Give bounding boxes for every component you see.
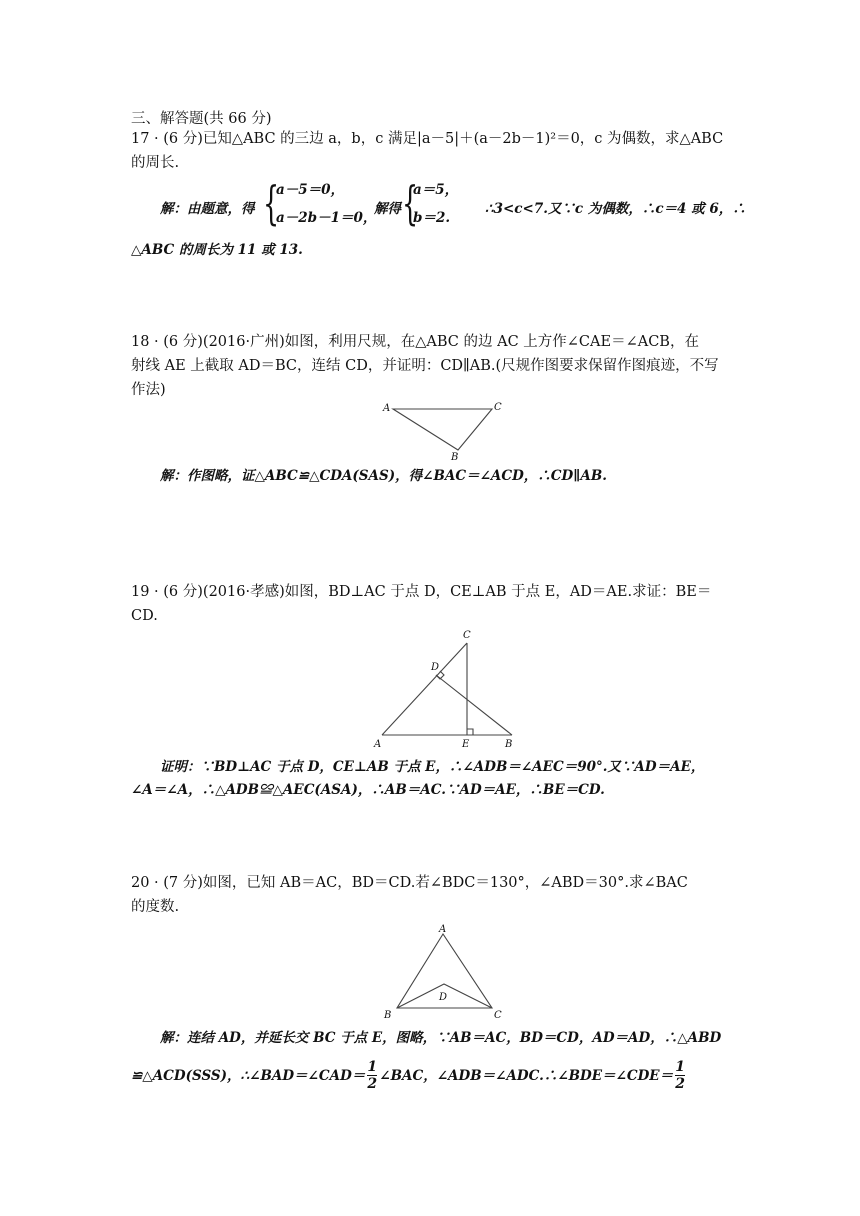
label-b: B (505, 739, 513, 750)
label-c: C (494, 1010, 502, 1020)
system-1-equation-2: a－2b－1＝0， (276, 210, 377, 226)
question-17-solution-rest: ∴3<c<7.又∵c 为偶数，∴c＝4 或 6，∴ (485, 201, 746, 217)
question-20-line-1: 20 · (7 分)如图，已知 AB＝AC，BD＝CD.若∠BDC＝130°，∠ABD＝30°.求∠BAC (131, 875, 688, 891)
system-1-brace: { (263, 176, 280, 230)
question-20-triangle-figure (375, 920, 515, 1020)
system-2-brace: { (402, 176, 419, 230)
label-b: B (384, 1010, 392, 1020)
question-19-line-1: 19 · (6 分)(2016·孝感)如图，BD⊥AC 于点 D，CE⊥AB 于点 E，AD＝AE.求证：BE＝ (131, 584, 712, 600)
label-a: A (383, 403, 391, 414)
question-20-text (131, 871, 731, 919)
question-19-solution-line-1: 证明：∵BD⊥AC 于点 D，CE⊥AB 于点 E，∴∠ADB＝∠AEC＝90°.又∵AD＝AE， (160, 759, 705, 775)
section-heading: 三、解答题(共 66 分) (131, 111, 272, 127)
question-18-line-2: 射线 AE 上截取 AD＝BC，连结 CD，并证明：CD∥AB.(尺规作图要求保留作图痕迹，不写 (131, 358, 719, 374)
label-d: D (439, 992, 448, 1003)
segment-bd (436, 675, 512, 735)
question-17-solution-line-2: △ABC 的周长为 11 或 13. (131, 242, 303, 258)
question-18-line-3: 作法) (131, 382, 166, 398)
question-20-solution-line-2-part-a: ≌△ACD(SSS)，∴∠BAD＝∠CAD＝ (131, 1067, 366, 1084)
system-1-equation-1: a－5＝0， (276, 182, 345, 198)
label-d: D (431, 662, 440, 673)
fraction-denominator: 2 (367, 1076, 378, 1092)
question-20-solution-line-2 (131, 1060, 687, 1091)
label-a: A (374, 739, 382, 750)
triangle-abc (393, 409, 492, 450)
question-17-solution-mid: 解得 (374, 201, 401, 217)
question-19-solution-line-2: ∠A＝∠A，∴△ADB≌△AEC(ASA)，∴AB＝AC.∵AD＝AE，∴BE＝CD. (131, 782, 605, 798)
fraction-denominator-end: 2 (675, 1076, 685, 1092)
question-17-line-1: 17 · (6 分)已知△ABC 的三边 a，b，c 满足|a－5|＋(a－2b－1)²＝0，c 为偶数，求△ABC (131, 131, 724, 147)
fraction-one-half (367, 1060, 377, 1091)
label-b: B (451, 452, 459, 463)
question-19-triangle-figure (370, 625, 530, 755)
question-19-line-2: CD. (131, 608, 158, 624)
question-20-solution-line-1: 解：连结 AD，并延长交 BC 于点 E，图略，∵AB＝AC，BD＝CD，AD＝AD，∴△ABD (160, 1030, 722, 1046)
fraction-numerator-end: 1 (675, 1059, 685, 1075)
question-18-line-1: 18 · (6 分)(2016·广州)如图，利用尺规，在△ABC 的边 AC 上方作∠CAE＝∠ACB，在 (131, 334, 699, 350)
question-18-solution: 解：作图略，证△ABC≌△CDA(SAS)，得∠BAC＝∠ACD，∴CD∥AB. (160, 468, 607, 484)
label-a: A (439, 924, 447, 935)
fraction-one-half-end (675, 1060, 685, 1091)
question-18-triangle-figure (375, 395, 515, 465)
label-c: C (494, 402, 502, 413)
system-2-equation-2: b＝2. (413, 210, 451, 226)
question-17-line-2: 的周长. (131, 155, 180, 171)
right-angle-mark-e (467, 729, 473, 735)
label-e: E (462, 739, 470, 750)
question-17-text (131, 127, 731, 175)
question-20-solution-line-2-part-b: ∠BAC，∠ADB＝∠ADC.∴∠BDE＝∠CDE＝ (379, 1067, 674, 1084)
label-c: C (463, 630, 471, 641)
question-17-solution-prefix: 解：由题意，得 (160, 201, 255, 217)
question-18-text (131, 330, 731, 402)
fraction-numerator: 1 (367, 1059, 378, 1075)
system-2-equation-1: a＝5， (413, 182, 459, 198)
question-20-line-2: 的度数. (131, 899, 180, 915)
question-19-text (131, 580, 731, 628)
